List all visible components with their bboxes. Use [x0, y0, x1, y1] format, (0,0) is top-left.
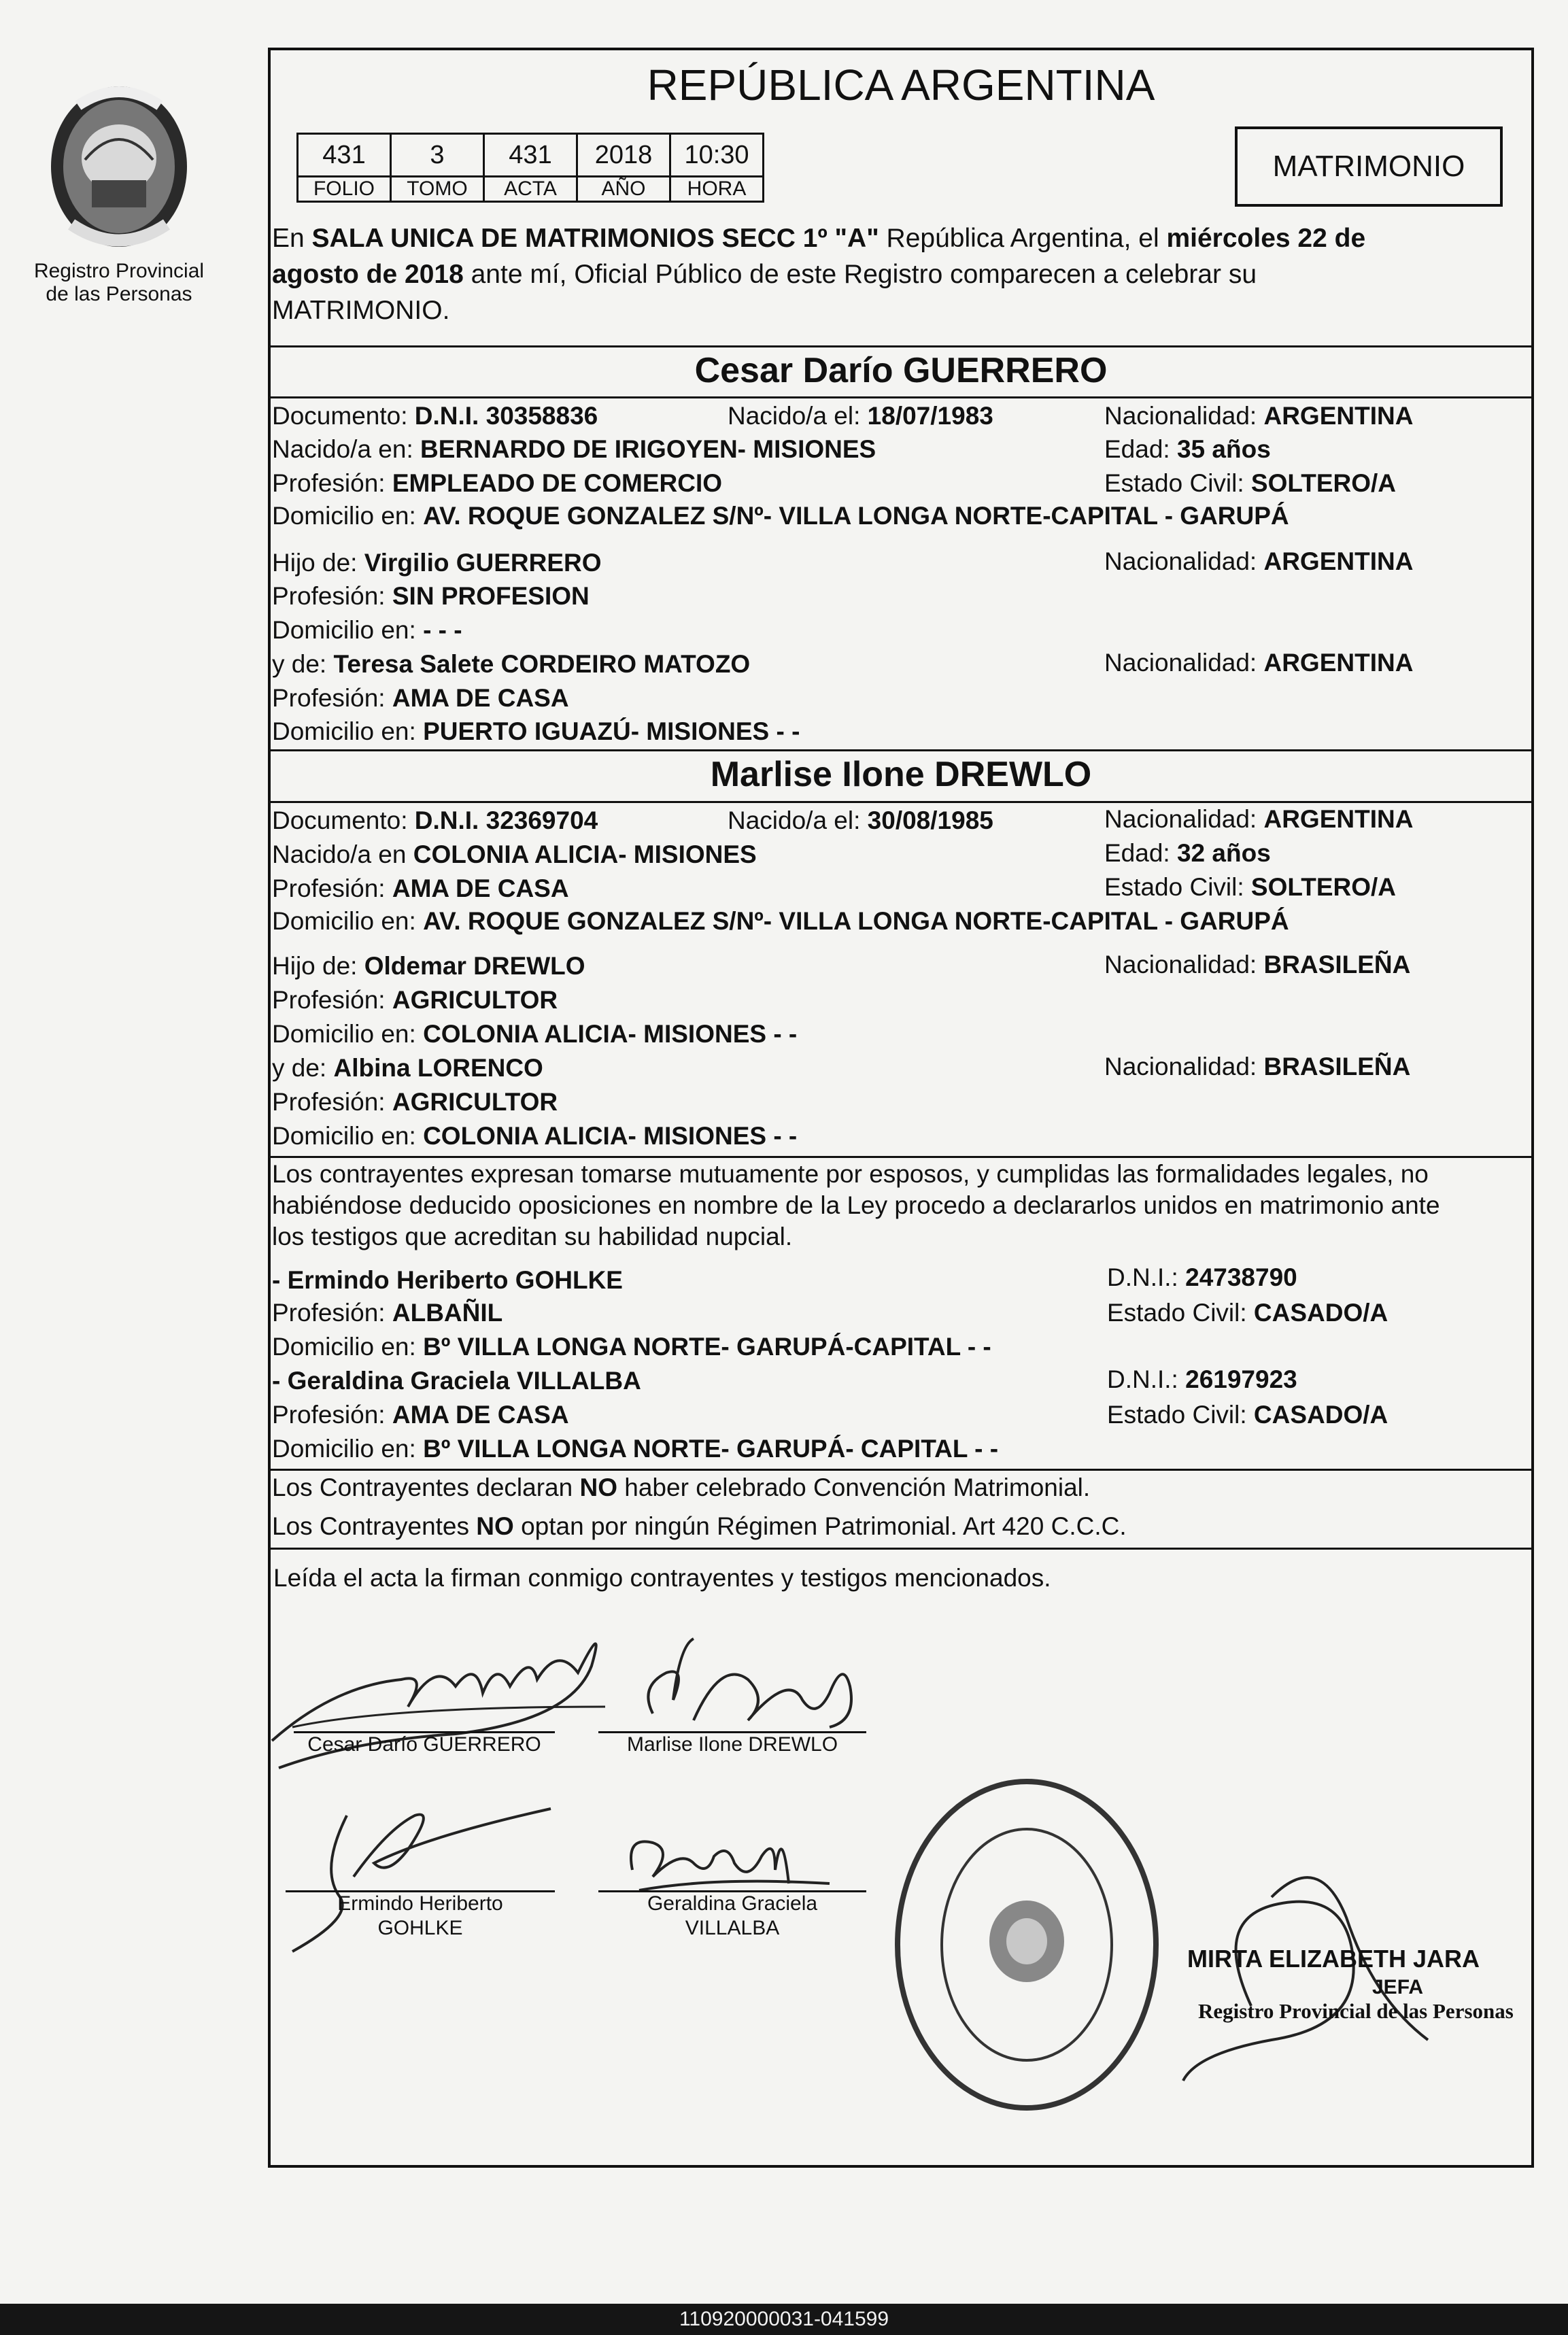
witness2-dni	[1107, 1364, 1297, 1395]
label: Nacido/a en	[272, 840, 413, 868]
value: 32 años	[1176, 839, 1271, 867]
spouse1-civil-status	[1104, 468, 1396, 499]
divider	[268, 1548, 1534, 1550]
spouse2-father-profession	[272, 985, 558, 1016]
spouse2-profession	[272, 873, 569, 904]
label: Estado Civil:	[1104, 873, 1251, 901]
spouse2-father-nationality	[1104, 949, 1410, 981]
witness2-name	[272, 1365, 641, 1397]
acta-value: 431	[484, 134, 577, 177]
spouse1-father	[272, 547, 602, 579]
label: Nacionalidad:	[1104, 547, 1264, 575]
divider	[268, 801, 1534, 803]
spouse1-address	[272, 500, 1289, 532]
label: Domicilio en:	[272, 502, 424, 530]
spouse2-birthplace	[272, 839, 757, 870]
label: Domicilio en:	[272, 1333, 424, 1361]
label: Domicilio en:	[272, 616, 424, 644]
spouse1-mother	[272, 649, 750, 680]
text: haber celebrado Convención Matrimonial.	[617, 1473, 1091, 1501]
label: Profesión:	[272, 469, 392, 497]
value: - Geraldina Graciela VILLALBA	[272, 1367, 641, 1395]
label: Profesión:	[272, 874, 392, 902]
spouse1-father-nationality	[1104, 546, 1413, 577]
official-name: MIRTA ELIZABETH JARA	[1187, 1945, 1480, 1973]
registry-caption	[0, 260, 238, 306]
label: Domicilio en:	[272, 1020, 424, 1048]
value: - Ermindo Heriberto GOHLKE	[272, 1266, 623, 1294]
label: Nacido/a el:	[728, 806, 868, 834]
value: 35 años	[1176, 435, 1271, 463]
record-meta-table	[296, 133, 764, 203]
label: Estado Civil:	[1107, 1401, 1254, 1429]
value: SOLTERO/A	[1250, 873, 1397, 901]
value: AV. ROQUE GONZALEZ S/Nº- VILLA LONGA NORTE-CAPITAL - GARUPÁ	[423, 907, 1289, 935]
declaration-line: habiéndose deducido oposiciones en nombre de la Ley procedo a declararlos unidos en matrimonio ante	[272, 1191, 1440, 1219]
spouse1-father-profession	[272, 581, 590, 612]
value: AGRICULTOR	[392, 986, 558, 1014]
value: ARGENTINA	[1263, 402, 1414, 430]
value: SOLTERO/A	[1250, 469, 1397, 497]
value: 24738790	[1185, 1263, 1297, 1291]
divider	[268, 345, 1534, 347]
label: Hijo de:	[272, 952, 364, 980]
value: ARGENTINA	[1263, 547, 1414, 575]
spouse2-nationality	[1104, 804, 1413, 835]
spouse2-mother-profession	[272, 1087, 558, 1118]
value: 26197923	[1185, 1365, 1297, 1393]
intro-date-1: miércoles 22 de	[1166, 224, 1366, 253]
spouse2-birthdate	[728, 805, 993, 836]
tomo-value: 3	[391, 134, 484, 177]
spouse1-profession	[272, 468, 722, 499]
registry-caption-line1: Registro Provincial	[33, 260, 205, 282]
tomo-label: TOMO	[391, 177, 484, 202]
value: 30/08/1985	[867, 806, 993, 834]
value: AV. ROQUE GONZALEZ S/Nº- VILLA LONGA NORTE-CAPITAL - GARUPÁ	[423, 502, 1289, 530]
label: Domicilio en:	[272, 907, 424, 935]
label: Nacionalidad:	[1104, 1053, 1264, 1080]
value: - - -	[423, 616, 462, 644]
value: Teresa Salete CORDEIRO MATOZO	[333, 650, 751, 678]
label: Domicilio en:	[272, 1122, 424, 1150]
value: BRASILEÑA	[1263, 1053, 1411, 1080]
value: COLONIA ALICIA- MISIONES	[413, 840, 757, 868]
label: Profesión:	[272, 582, 392, 610]
label: D.N.I.:	[1107, 1365, 1186, 1393]
value: CASADO/A	[1253, 1401, 1388, 1429]
document-barcode-id: 110920000031-041599	[0, 2304, 1568, 2335]
intro-office: SALA UNICA DE MATRIMONIOS SECC 1º "A"	[311, 224, 879, 253]
declaration-paragraph	[272, 1159, 1440, 1252]
witness1-address	[272, 1331, 991, 1363]
witness2-profession	[272, 1399, 569, 1431]
emphasis: NO	[579, 1473, 617, 1501]
spouse1-document	[272, 400, 598, 432]
label: Profesión:	[272, 1299, 392, 1327]
caption-line: GOHLKE	[377, 1917, 463, 1939]
value: Oldemar DREWLO	[364, 952, 585, 980]
label: y de:	[272, 1054, 334, 1082]
text: Los Contrayentes	[272, 1512, 477, 1540]
signature-caption-spouse1: Cesar Darío GUERRERO	[307, 1733, 541, 1756]
value: PUERTO IGUAZÚ- MISIONES - -	[423, 717, 800, 745]
label: Nacionalidad:	[1104, 402, 1264, 430]
value: AGRICULTOR	[392, 1088, 558, 1116]
spouse2-document	[272, 805, 598, 836]
value: EMPLEADO DE COMERCIO	[392, 469, 723, 497]
divider	[268, 749, 1534, 751]
value: Bº VILLA LONGA NORTE- GARUPÁ- CAPITAL - -	[423, 1435, 999, 1463]
caption-line: VILLALBA	[685, 1917, 780, 1939]
spouse1-birthplace	[272, 434, 876, 465]
spouse2-mother	[272, 1053, 543, 1084]
spouse2-father-address	[272, 1019, 797, 1050]
label: Profesión:	[272, 1088, 392, 1116]
label: Documento:	[272, 402, 415, 430]
witness1-dni	[1107, 1262, 1297, 1293]
folio-label: FOLIO	[298, 177, 391, 202]
intro-text-4: MATRIMONIO.	[272, 296, 450, 325]
spouse1-age	[1104, 434, 1271, 465]
signature-caption-witness1	[286, 1892, 555, 1941]
witness2-address	[272, 1433, 998, 1465]
divider	[268, 1469, 1534, 1471]
value: Virgilio GUERRERO	[364, 549, 602, 577]
label: Profesión:	[272, 986, 392, 1014]
witness1-civil-status	[1107, 1297, 1388, 1329]
value: D.N.I. 32369704	[414, 806, 598, 834]
label: Estado Civil:	[1104, 469, 1251, 497]
witness1-name	[272, 1265, 623, 1296]
folio-value: 431	[298, 134, 391, 177]
value: D.N.I. 30358836	[414, 402, 598, 430]
value: AMA DE CASA	[392, 684, 569, 712]
spouse1-name: Cesar Darío GUERRERO	[694, 351, 1108, 390]
label: Edad:	[1104, 435, 1177, 463]
signature-caption-spouse2: Marlise Ilone DREWLO	[626, 1733, 838, 1756]
value: COLONIA ALICIA- MISIONES - -	[423, 1122, 798, 1150]
spouse2-age	[1104, 838, 1271, 869]
label: Estado Civil:	[1107, 1299, 1254, 1327]
value: BRASILEÑA	[1263, 951, 1411, 978]
convention-line-1	[272, 1472, 1090, 1503]
label: Nacido/a en:	[272, 435, 421, 463]
province-seal-icon	[37, 78, 201, 255]
spouse1-nationality	[1104, 400, 1413, 432]
year-label: AÑO	[577, 177, 670, 202]
spouse2-father	[272, 951, 585, 982]
label: Domicilio en:	[272, 1435, 424, 1463]
label: Nacionalidad:	[1104, 951, 1264, 978]
convention-line-2	[272, 1511, 1127, 1542]
label: Profesión:	[272, 684, 392, 712]
value: AMA DE CASA	[392, 1401, 569, 1429]
official-role: JEFA	[1372, 1976, 1424, 1998]
spouse1-birthdate	[728, 400, 993, 432]
divider	[268, 396, 1534, 398]
page-title: REPÚBLICA ARGENTINA	[647, 61, 1155, 109]
closing-statement: Leída el acta la firman conmigo contrayentes y testigos mencionados.	[273, 1564, 1051, 1592]
text: Los Contrayentes declaran	[272, 1473, 580, 1501]
record-type-box: MATRIMONIO	[1235, 126, 1503, 207]
spouse1-mother-nationality	[1104, 647, 1413, 679]
value: Bº VILLA LONGA NORTE- GARUPÁ-CAPITAL - -	[423, 1333, 991, 1361]
spouse1-mother-profession	[272, 683, 569, 714]
signature-caption-witness2	[598, 1892, 866, 1941]
intro-paragraph	[272, 220, 1530, 328]
value: CASADO/A	[1253, 1299, 1388, 1327]
intro-text-1: En	[272, 224, 312, 253]
spouse2-name: Marlise Ilone DREWLO	[710, 755, 1092, 794]
value: Albina LORENCO	[333, 1054, 543, 1082]
acta-label: ACTA	[484, 177, 577, 202]
spouse1-mother-address	[272, 716, 800, 747]
caption-line: Ermindo Heriberto	[337, 1892, 503, 1915]
value: BERNARDO DE IRIGOYEN- MISIONES	[420, 435, 876, 463]
label: Hijo de:	[272, 549, 364, 577]
label: Nacionalidad:	[1104, 805, 1264, 833]
label: Domicilio en:	[272, 717, 424, 745]
official-office: Registro Provincial de las Personas	[1198, 1999, 1514, 2023]
value: ALBAÑIL	[392, 1299, 503, 1327]
official-stamp-icon	[884, 1768, 1170, 2121]
value: COLONIA ALICIA- MISIONES - -	[423, 1020, 798, 1048]
declaration-line: Los contrayentes expresan tomarse mutuamente por esposos, y cumplidas las formalidades legales, no	[272, 1160, 1429, 1188]
value: 18/07/1983	[867, 402, 993, 430]
time-label: HORA	[670, 177, 764, 202]
intro-text-3: ante mí, Oficial Público de este Registro comparecen a celebrar su	[463, 260, 1257, 289]
intro-text-2: República Argentina, el	[879, 224, 1167, 253]
label: y de:	[272, 650, 334, 678]
label: D.N.I.:	[1107, 1263, 1186, 1291]
value: AMA DE CASA	[392, 874, 569, 902]
year-value: 2018	[577, 134, 670, 177]
witness2-civil-status	[1107, 1399, 1388, 1431]
value: ARGENTINA	[1263, 805, 1414, 833]
spouse2-mother-nationality	[1104, 1051, 1410, 1083]
value: ARGENTINA	[1263, 649, 1414, 677]
value: SIN PROFESION	[392, 582, 590, 610]
spouse2-mother-address	[272, 1121, 797, 1152]
spouse1-father-address	[272, 615, 462, 646]
intro-date-2: agosto de 2018	[272, 260, 464, 289]
label: Nacionalidad:	[1104, 649, 1264, 677]
caption-line: Geraldina Graciela	[647, 1892, 818, 1915]
witness1-profession	[272, 1297, 502, 1329]
label: Edad:	[1104, 839, 1177, 867]
label: Profesión:	[272, 1401, 392, 1429]
registry-caption-line2: de las Personas	[46, 283, 192, 305]
spouse2-civil-status	[1104, 872, 1396, 903]
divider	[268, 1156, 1534, 1158]
text: optan por ningún Régimen Patrimonial. Art 420 C.C.C.	[513, 1512, 1127, 1540]
label: Documento:	[272, 806, 415, 834]
time-value: 10:30	[670, 134, 764, 177]
spouse2-address	[272, 906, 1289, 937]
label: Nacido/a el:	[728, 402, 868, 430]
emphasis: NO	[476, 1512, 514, 1540]
declaration-line: los testigos que acreditan su habilidad nupcial.	[272, 1223, 793, 1250]
